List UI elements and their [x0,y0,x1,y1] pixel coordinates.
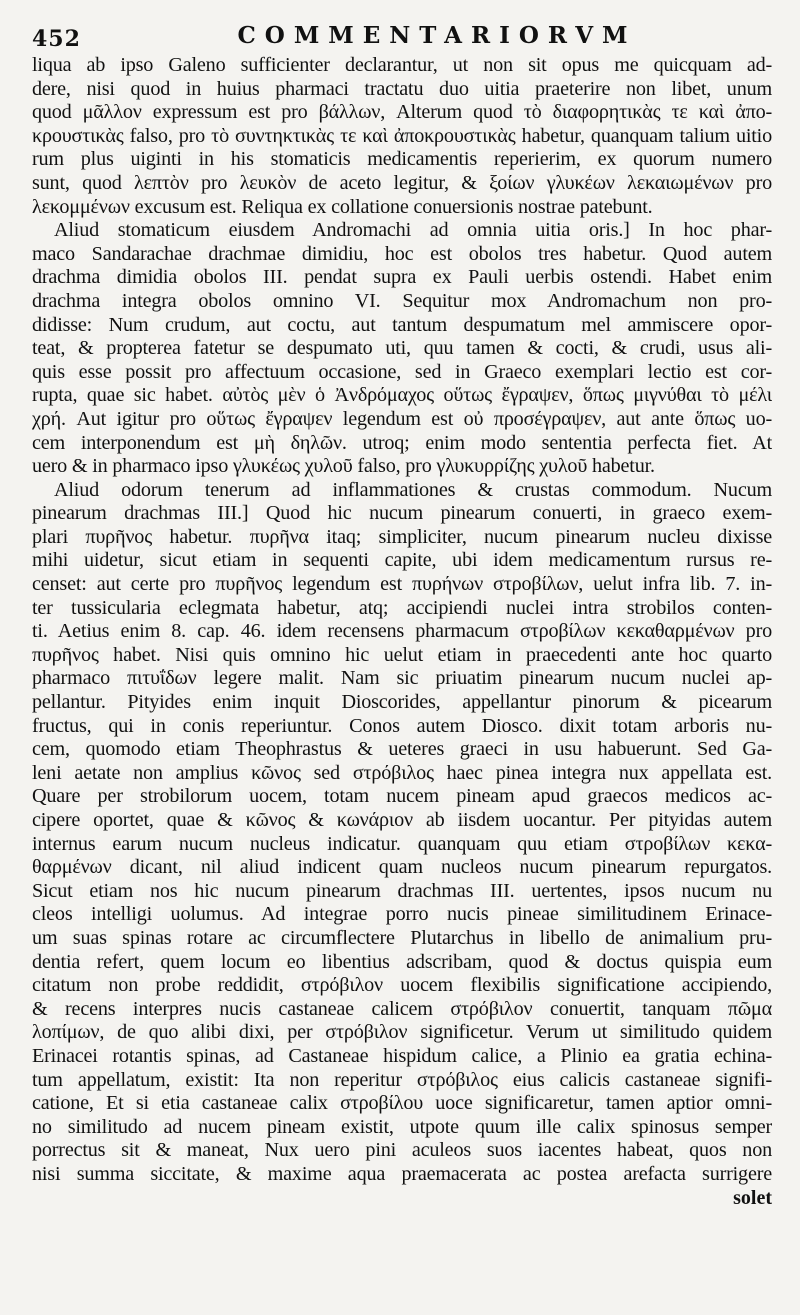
text-line: drachma dimidia obolos III. pendat supra ex Pauli uerbis ostendi. Habet enim [32,266,772,289]
text-line: dere, nisi quod in huius pharmaci tractatu duo uitia praeterire non libet, unum [32,77,772,100]
text-line: cleos intelligi uolumus. Ad integrae porro nucis pineae similitudinem Erinace- [32,903,772,926]
text-line: cipere oportet, quae & κῶνος & κωνάριον ab iisdem uocantur. Per pityidas autem [32,809,772,831]
running-title: COMMENTARIORVM [237,22,637,49]
catchword-row [32,1187,772,1211]
text-line: cem interponendum est μὴ δηλῶν. utroq; enim modo sententia perfecta fiet. At [32,431,772,454]
text-line: rum plus uiginti in his stomaticis medicamentis reperierim, ex quorum numero [32,148,772,171]
text-line: dentia refert, quem locum eo libentius adscribam, quod & doctus quispia eum [32,950,772,973]
text-line: no similitudo ad nucem pineam existit, utpote quum ille calix spinosus semper [32,1115,772,1138]
text-line: plari πυρῆνος habetur. πυρῆνα itaq; simpliciter, nucum pinearum nucleu dixisse [32,525,772,548]
text-line: censet: aut certe pro πυρῆνος legendum est πυρήνων στροβίλων, uelut infra lib. 7. in- [32,573,772,596]
text-line: ter tussicularia eclegmata habetur, atq; accipiendi nuclei intra strobilos conten- [32,596,772,619]
text-line: porrectus sit & maneat, Nux uero pini aculeos suos iacentes habeat, quos non [32,1139,772,1162]
text-line: didisse: Num crudum, aut coctu, aut tantum despumatum mel ammiscere opor- [32,313,772,336]
text-line: Quare per strobilorum uocem, totam nucem pineam apud graecos medicos ac- [32,785,772,808]
text-line: rupta, quae sic habet. αὐτὸς μὲν ὁ Ἀνδρόμαχος οὕτως ἔγραψεν, ὅπως μιγνύθαι τὸ μέλι [32,384,772,407]
text-line: teat, & propterea fatetur se despumato uti, quu tamen & cocti, & crudi, usus ali- [32,337,772,360]
text-line: cem, quomodo etiam Theophrastus & ueteres graeci in usu habuerunt. Sed Ga- [32,738,772,761]
text-line: pellantur. Pityides enim inquit Dioscorides, appellantur pinorum & picearum [32,691,772,714]
text-line: πυρῆνος habet. Nisi quis omnino hic uelut etiam in praecedenti ante hoc quarto [32,643,772,666]
text-line: Sicut etiam nos hic nucum pinearum drachmas III. uertentes, ipsos nucum nu [32,879,772,902]
text-line: catione, Et si etia castaneae calix στροβίλου uoce significaretur, tamen aptior omni- [32,1092,772,1115]
catchword: solet [733,1186,772,1209]
text-line: quis esse possit pro affectuum occasione, sed in Graeco exemplari lectio est cor- [32,360,772,383]
text-line: citatum non probe reddidit, στρόβιλον uocem flexibilis significatione accipiendo, [32,974,772,997]
text-line: um suas spinas rotare ac circumflectere Plutarchus in libello de animalium pru- [32,926,772,949]
running-head [32,20,772,54]
text-line: pinearum drachmas III.] Quod hic nucum pinearum conuerti, in graeco exem- [32,502,772,525]
text-line: pharmaco πιτυΐδων legere malit. Nam sic priuatim pinearum nucum nuclei ap- [32,667,772,690]
text-line: quod μᾶλλον expressum est pro βάλλων, Alterum quod τὸ διαφορητικὰς τε καὶ ἀπο- [32,101,772,124]
text-line: liqua ab ipso Galeno sufficienter declarantur, ut non sit opus me quicquam ad- [32,54,772,76]
text-line: Aliud odorum tenerum ad inflammationes & crustas commodum. Nucum [54,478,772,501]
text-line: Aliud stomaticum eiusdem Andromachi ad omnia uitia oris.] In hoc phar- [54,219,772,242]
page-number: 452 [32,26,81,52]
text-line: maco Sandarachae drachmae dimidiu, hoc est obolos tres habetur. Quod autem [32,242,772,265]
text-line: mihi uidetur, sicut etiam in sequenti capite, ubi idem medicamentum rursus re- [32,549,772,572]
text-line: leni aetate non amplius κῶνος sed στρόβιλος haec pinea integra nux appellata est. [32,761,772,784]
text-line: uero & in pharmaco ipso γλυκέως χυλοῦ falso, pro γλυκυρρίζης χυλοῦ habetur. [32,455,655,478]
text-line: λεκομμένων excusum est. Reliqua ex collatione conuersionis nostrae patebunt. [32,195,653,218]
text-line: χρή. Aut igitur pro οὕτως ἔγραψεν legendum est οὐ προσέγραψεν, aut ante ὅπως uo- [32,407,772,430]
text-line: λοπίμων, de quo alibi dixi, per στρόβιλον significetur. Verum ut similitudo quidem [32,1021,772,1044]
text-line: θαρμένων dicant, nil aliud indicent quam nucleos nucum pinearum repurgatos. [32,856,772,879]
text-line: fructus, qui in conis reperiuntur. Conos autem Diosco. dixit totam arboris nu- [32,714,772,737]
text-line: internus earum nucum nucleus indicatur. quanquam quu etiam στροβίλων κεκα- [32,832,772,855]
text-line: nisi summa siccitate, & maxime aqua praemacerata ac postea arefacta surrigere [32,1162,772,1185]
body-text [32,54,772,1187]
text-line: Erinacei rotantis spinas, ad Castaneae hispidum calice, a Plinio ea gratia echina- [32,1044,772,1067]
text-line: tum appellatum, existit: Ita non reperitur στρόβιλος eius calicis castaneae signifi- [32,1068,772,1091]
text-line: & recens interpres nucis castaneae calicem στρόβιλον conuertit, tanquam πῶμα [32,997,772,1020]
text-line: sunt, quod λεπτὸν pro λευκὸν de aceto legitur, & ξοίων γλυκέων λεκαιωμένων pro [32,171,772,194]
text-line: κρουστικὰς falso, pro τὸ συντηκτικὰς τε καὶ ἀποκρουστικὰς habetur, quanquam talium uitio [32,124,772,147]
text-line: drachma integra obolos omnino VI. Sequitur mox Andromachum non pro- [32,289,772,312]
text-line: ti. Aetius enim 8. cap. 46. idem recensens pharmacum στροβίλων κεκαθαρμένων pro [32,620,772,643]
